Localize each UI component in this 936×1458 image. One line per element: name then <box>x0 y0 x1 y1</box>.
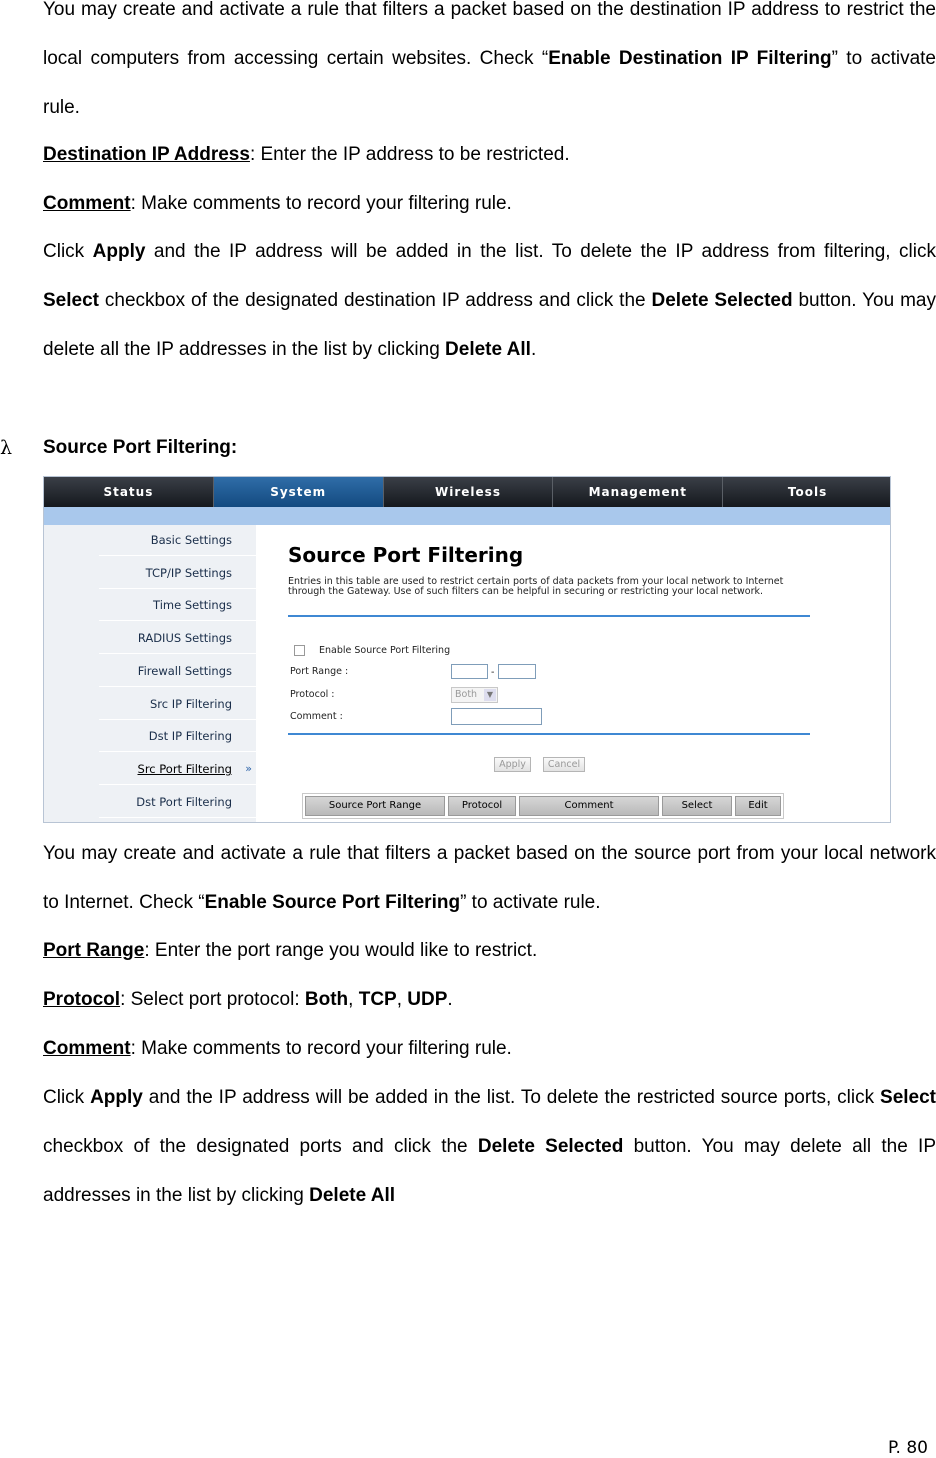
sidebar <box>44 525 256 823</box>
port-range-end-input[interactable] <box>498 664 536 679</box>
cancel-button[interactable]: Cancel <box>543 757 585 772</box>
protocol-select[interactable] <box>451 687 498 703</box>
column-header-edit: Edit <box>735 796 781 816</box>
sub-navigation-bar <box>44 507 891 525</box>
protocol-value: Both <box>455 689 478 700</box>
router-ui-screenshot <box>43 476 891 823</box>
intro-paragraph: You may create and activate a rule that filters a packet based on the destination IP address to restrict the local computers from accessing certain websites. Check “Enable Destination IP Filtering” to activate rule. <box>43 0 936 118</box>
divider <box>288 733 810 735</box>
apply-paragraph-2: Click Apply and the IP address will be added in the list. To delete the restricted source ports, click Select checkbox of the designated ports and click the Delete Selected button. You may delete all the IP addresses in the list by clicking Delete All <box>43 1087 936 1206</box>
column-header-protocol: Protocol <box>448 796 516 816</box>
page-number: P. 80 <box>887 1438 928 1458</box>
chevron-down-icon: ▼ <box>484 689 496 701</box>
nav-tab-status[interactable]: Status <box>44 477 214 507</box>
divider <box>288 822 810 823</box>
port-range-label: Port Range : <box>290 666 349 677</box>
active-arrow-icon: » <box>245 762 252 775</box>
section-heading: Source Port Filtering: <box>43 437 238 458</box>
protocol-description: Protocol: Select port protocol: Both, TCP, UDP. <box>43 989 453 1010</box>
comment-description: Comment: Make comments to record your filtering rule. <box>43 193 512 214</box>
filter-table <box>302 793 784 819</box>
sidebar-item-tcpip-settings[interactable]: TCP/IP Settings <box>99 558 256 589</box>
column-header-comment: Comment <box>519 796 659 816</box>
bullet-symbol: λ <box>0 437 13 459</box>
sidebar-item-src-ip-filtering[interactable]: Src IP Filtering <box>99 689 256 720</box>
nav-tab-wireless[interactable]: Wireless <box>384 477 554 507</box>
port-range-separator: - <box>491 667 495 678</box>
divider <box>288 615 810 617</box>
source-port-paragraph: You may create and activate a rule that filters a packet based on the source port from your local network to Internet. Check “Enable Source Port Filtering” to activate rule. <box>43 843 936 913</box>
page-title: Source Port Filtering <box>288 543 524 567</box>
column-header-select: Select <box>662 796 732 816</box>
nav-tab-tools[interactable]: Tools <box>787 485 828 499</box>
comment-label: Comment : <box>290 711 343 722</box>
apply-paragraph: Click Apply and the IP address will be added in the list. To delete the IP address from filtering, click Select checkbox of the designated destination IP address and click the Delete Selected button. You may delete all the IP addresses in the list by clicking Delete All. <box>43 241 936 360</box>
sidebar-item-dst-port-filtering[interactable]: Dst Port Filtering <box>99 787 256 818</box>
comment-description-2: Comment: Make comments to record your filtering rule. <box>43 1038 512 1059</box>
enable-label: Enable Source Port Filtering <box>319 645 451 656</box>
protocol-label: Protocol : <box>290 689 335 700</box>
port-range-description: Port Range: Enter the port range you would like to restrict. <box>43 940 538 961</box>
sidebar-item-basic-settings[interactable]: Basic Settings <box>99 525 256 556</box>
page-description: Entries in this table are used to restrict certain ports of data packets from your local network to Internet through the Gateway. Use of such filters can be helpful in securing or restricting your local network. <box>288 576 784 597</box>
nav-tab-management[interactable]: Management <box>553 477 723 507</box>
column-header-source-port-range: Source Port Range <box>305 796 445 816</box>
nav-tab-system[interactable]: System <box>214 477 384 507</box>
port-range-start-input[interactable] <box>451 664 488 679</box>
sidebar-item-dst-ip-filtering[interactable]: Dst IP Filtering <box>99 721 256 752</box>
sidebar-item-firewall-settings[interactable]: Firewall Settings <box>99 656 256 687</box>
comment-input[interactable] <box>451 708 542 725</box>
sidebar-item-time-settings[interactable]: Time Settings <box>99 590 256 621</box>
apply-button[interactable]: Apply <box>494 757 531 772</box>
sidebar-item-src-port-filtering[interactable] <box>99 754 256 785</box>
sidebar-item-radius-settings[interactable]: RADIUS Settings <box>99 623 256 654</box>
sidebar-item-label: Src Port Filtering <box>137 762 232 776</box>
top-navigation <box>44 477 891 507</box>
enable-checkbox[interactable] <box>294 645 305 656</box>
destination-ip-description: Destination IP Address: Enter the IP address to be restricted. <box>43 144 570 165</box>
